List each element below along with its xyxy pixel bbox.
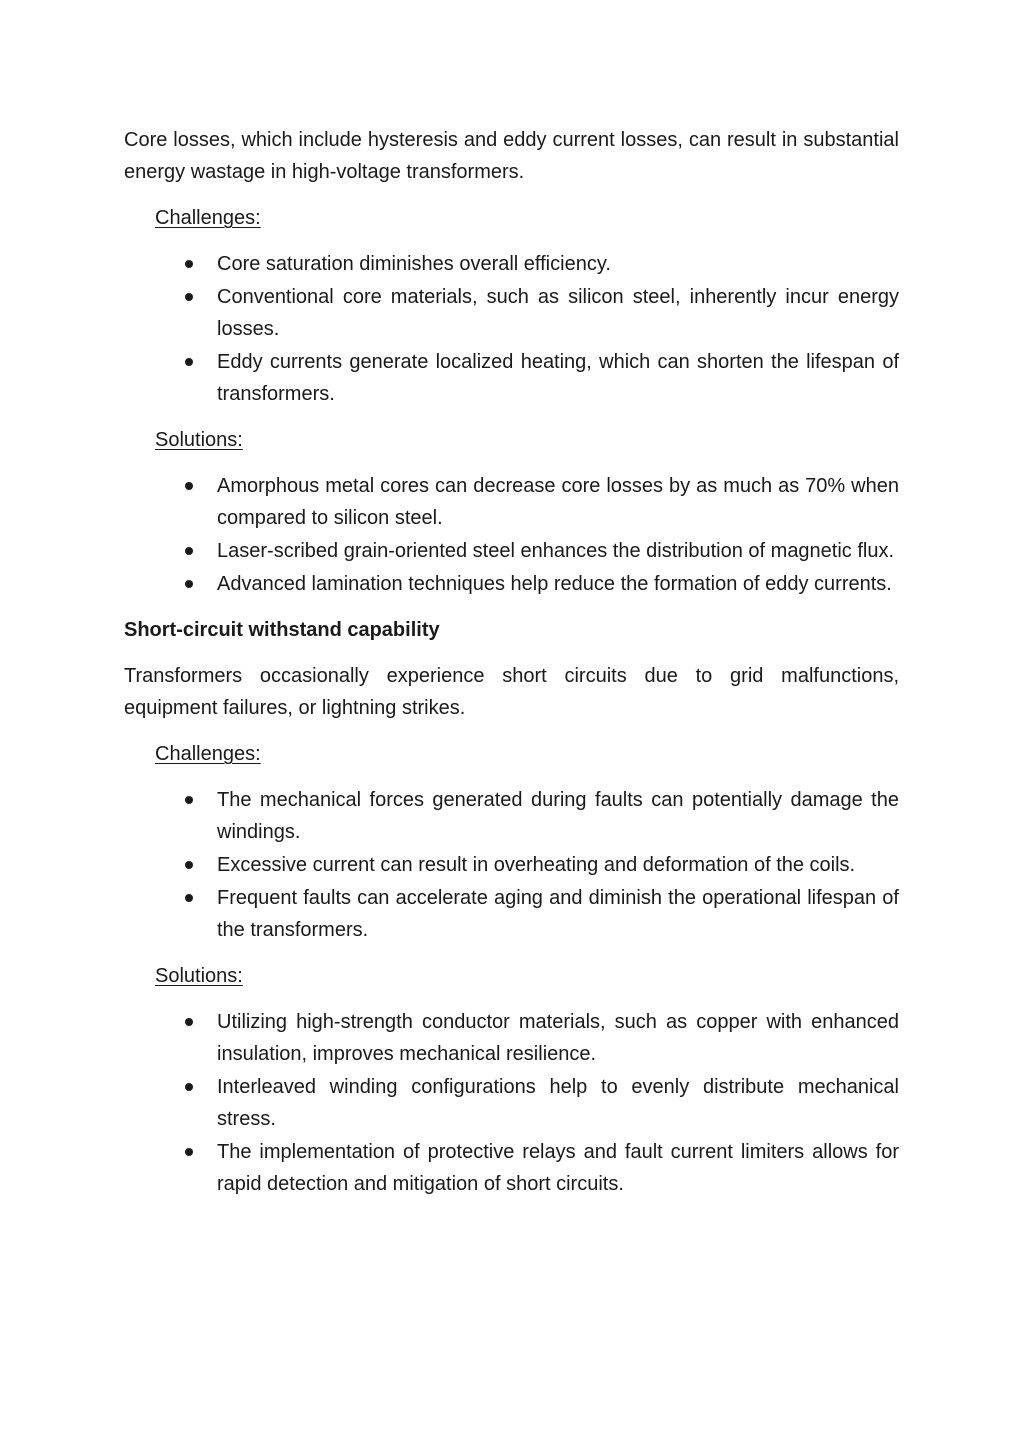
list-item: Conventional core materials, such as silicon steel, inherently incur energy losses. [124, 281, 899, 345]
bullet-icon [185, 861, 193, 869]
bullet-icon [185, 1148, 193, 1156]
challenges-list [124, 784, 899, 946]
bullet-icon [185, 482, 193, 490]
list-item: Laser-scribed grain-oriented steel enhances the distribution of magnetic flux. [124, 535, 899, 567]
bullet-icon [185, 580, 193, 588]
solutions-label: Solutions: [155, 965, 243, 987]
challenges-list [124, 248, 899, 410]
bullet-icon [185, 358, 193, 366]
list-item: Eddy currents generate localized heating, which can shorten the lifespan of transformers. [124, 346, 899, 410]
list-item: Amorphous metal cores can decrease core losses by as much as 70% when compared to silicon steel. [124, 470, 899, 534]
bullet-icon [185, 894, 193, 902]
bullet-icon [185, 547, 193, 555]
solutions-label: Solutions: [155, 429, 243, 451]
list-item: Utilizing high-strength conductor materials, such as copper with enhanced insulation, improves mechanical resilience. [124, 1006, 899, 1070]
list-item: The mechanical forces generated during faults can potentially damage the windings. [124, 784, 899, 848]
bullet-icon [185, 260, 193, 268]
list-item: Frequent faults can accelerate aging and diminish the operational lifespan of the transformers. [124, 882, 899, 946]
list-item: Core saturation diminishes overall efficiency. [124, 248, 899, 280]
challenges-label: Challenges: [155, 743, 261, 765]
bullet-icon [185, 796, 193, 804]
solutions-list [124, 1006, 899, 1200]
bullet-icon [185, 1018, 193, 1026]
short-circuit-intro: Transformers occasionally experience short circuits due to grid malfunctions, equipment failures, or lightning strikes. [124, 665, 899, 719]
solutions-list [124, 470, 899, 600]
list-item: Interleaved winding configurations help to evenly distribute mechanical stress. [124, 1071, 899, 1135]
list-item: The implementation of protective relays and fault current limiters allows for rapid detection and mitigation of short circuits. [124, 1136, 899, 1200]
document-body [124, 124, 899, 1214]
list-item: Advanced lamination techniques help reduce the formation of eddy currents. [124, 568, 899, 600]
bullet-icon [185, 293, 193, 301]
bullet-icon [185, 1083, 193, 1091]
challenges-label: Challenges: [155, 207, 261, 229]
section-heading: Short-circuit withstand capability [124, 619, 440, 641]
list-item: Excessive current can result in overheating and deformation of the coils. [124, 849, 899, 881]
core-losses-intro: Core losses, which include hysteresis and eddy current losses, can result in substantial energy wastage in high-voltage transformers. [124, 129, 899, 183]
